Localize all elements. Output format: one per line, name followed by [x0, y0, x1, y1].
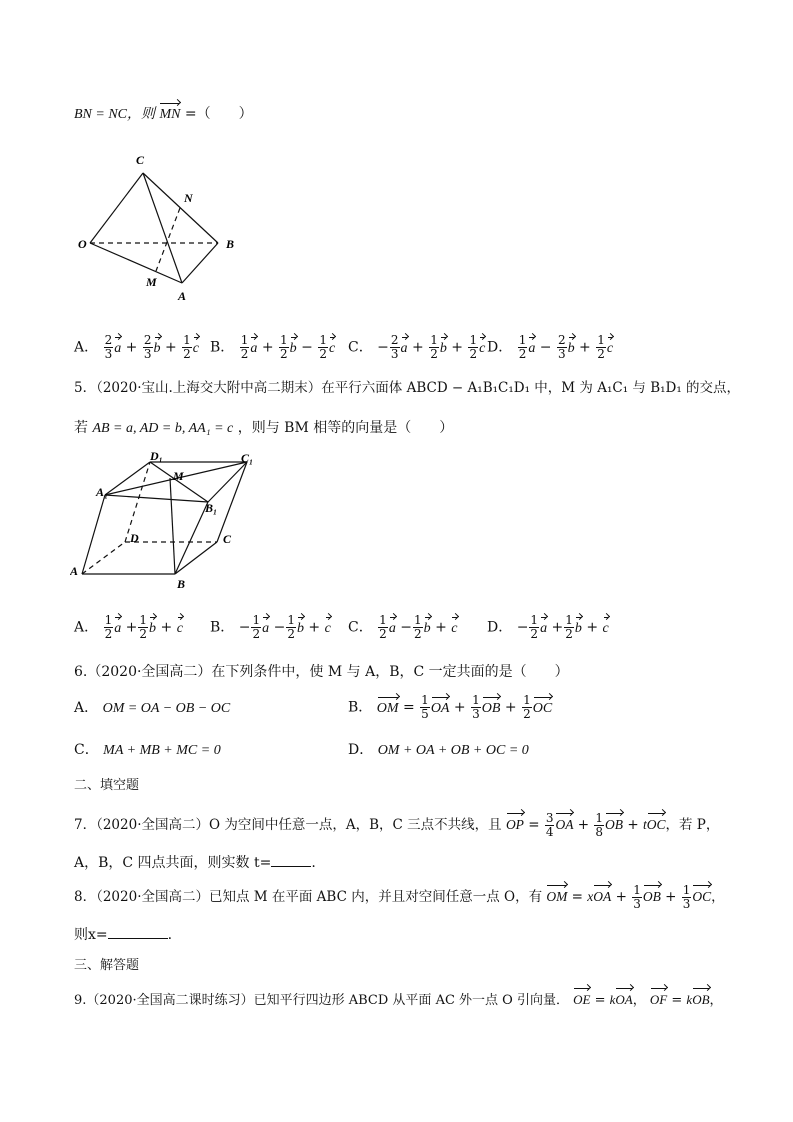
- edge-aa1: [82, 495, 105, 574]
- option-label: C．: [348, 619, 373, 636]
- q5-line1: 5．（2020·宝山.上海交大附中高二期末）在平行六面体 ABCD − A₁B₁C₁D₁ 中，M 为 A₁C₁ 与 B₁D₁ 的交点，: [74, 380, 741, 396]
- fraction: $\frac{1}{2}$: [430, 333, 438, 361]
- q4-stem-vector: MN: [159, 105, 180, 125]
- label-d: D: [130, 531, 139, 545]
- q8-line1-prefix: 8．（2020·全国高二）已知点 M 在平面 ABC 内，并且对空间任意一点 O，有: [74, 889, 543, 905]
- fraction: $\frac{1}{2}$: [565, 613, 573, 641]
- q9-line1-text: 9.（2020·全国高二课时练习）已知平行四边形 ABCD 从平面 AC 外一点 O 引向量．: [74, 993, 569, 1008]
- q5-option-b[interactable]: B． − $\frac{1}{2}$ a − $\frac{1}{2}$ b + c: [210, 613, 331, 641]
- edge-ca: [143, 173, 182, 283]
- fraction: $\frac{1}{2}$: [379, 613, 387, 641]
- option-label: A．: [74, 339, 99, 356]
- fraction: $\frac{1}{2}$: [287, 613, 295, 641]
- label-d1: D₁: [150, 450, 163, 463]
- edge-a1b1: [105, 495, 208, 502]
- fraction: $\frac{1}{2}$: [414, 613, 422, 641]
- edge-oa: [90, 243, 182, 283]
- q8-line2: [74, 924, 172, 945]
- fraction: $\frac{1}{2}$: [139, 613, 148, 641]
- q6-option-c[interactable]: [74, 740, 221, 761]
- fraction: $\frac{1}{8}$: [595, 811, 604, 839]
- option-label: C．: [348, 339, 373, 356]
- label-c: C: [136, 153, 145, 167]
- q4-option-c[interactable]: C． − $\frac{2}{3}$ a + $\frac{1}{2}$ b + $\frac{1}{2}$ c: [348, 333, 486, 361]
- fraction: $\frac{1}{2}$: [597, 333, 605, 361]
- label-o: O: [78, 237, 87, 251]
- q5-option-a[interactable]: A． $\frac{1}{2}$ a + $\frac{1}{2}$ b + c: [74, 613, 183, 641]
- q4-option-d[interactable]: D． $\frac{1}{2}$ a − $\frac{2}{3}$ b + $\frac{1}{2}$ c: [487, 333, 614, 361]
- q4-stem: [74, 104, 253, 125]
- fraction: $\frac{2}{3}$: [390, 333, 399, 361]
- fraction: $\frac{1}{3}$: [682, 883, 691, 911]
- q4-stem-prefix: BN = NC，则: [74, 107, 156, 122]
- q8-line2-text: 则x=: [74, 927, 108, 943]
- q8-line2-end: .: [167, 927, 173, 943]
- label-b1: B₁: [205, 501, 218, 515]
- q6-option-a[interactable]: [74, 698, 230, 719]
- label-b: B: [177, 577, 186, 590]
- q4-option-a[interactable]: A． $\frac{2}{3}$ a + $\frac{2}{3}$ b + $\frac{1}{2}$ c: [74, 333, 199, 361]
- option-expression: OM + OA + OB + OC = 0: [377, 743, 529, 758]
- fraction: $\frac{1}{5}$: [421, 693, 429, 721]
- q6-stem: 6.（2020·全国高二）在下列条件中，使 M 与 A，B，C 一定共面的是（ ）: [74, 664, 569, 680]
- edge-b1c1: [208, 462, 247, 502]
- label-a: A: [70, 564, 79, 578]
- fraction: $\frac{1}{2}$: [183, 333, 191, 361]
- fraction: $\frac{1}{2}$: [518, 333, 527, 361]
- q9-line1: 9.（2020·全国高二课时练习）已知平行四边形 ABCD 从平面 AC 外一点 O 引向量． OE = kOA， OF = kOB，: [74, 992, 723, 1008]
- option-label: A．: [74, 700, 99, 716]
- q5-option-d[interactable]: D． − $\frac{1}{2}$ a + $\frac{1}{2}$ b + c: [487, 613, 609, 641]
- q5-line2: [74, 418, 453, 439]
- fraction: $\frac{3}{4}$: [545, 811, 554, 839]
- q5-line2-vectors: AB = a, AD = b, AA₁ = c: [92, 421, 234, 436]
- label-a: A: [178, 289, 187, 303]
- tetrahedron-figure: [78, 148, 248, 308]
- section-answer-heading: 三、解答题: [74, 958, 140, 973]
- option-label: B．: [210, 619, 235, 636]
- edge-ad-hidden: [82, 542, 125, 574]
- edge-co: [90, 173, 143, 243]
- q7-line2-text: A，B，C 四点共面，则实数 t=: [74, 855, 272, 871]
- q7-answer-blank[interactable]: [271, 852, 311, 867]
- q7-line2: [74, 852, 316, 873]
- q7-line1-prefix: 7．（2020·全国高二）O 为空间中任意一点，A，B，C 三点不共线，且: [74, 817, 502, 833]
- section-fill-in-heading: 二、填空题: [74, 778, 140, 793]
- edge-ab: [182, 243, 218, 283]
- fraction: $\frac{1}{2}$: [523, 693, 531, 721]
- fraction: $\frac{1}{2}$: [530, 613, 539, 641]
- q7-line2-end: .: [311, 855, 316, 871]
- option-label: A．: [74, 619, 99, 636]
- option-expression: MA + MB + MC = 0: [103, 743, 221, 758]
- fraction: $\frac{1}{2}$: [104, 613, 113, 641]
- label-m: M: [146, 275, 157, 289]
- fraction: $\frac{1}{2}$: [240, 333, 249, 361]
- edge-bb1: [175, 502, 208, 574]
- label-n: N: [184, 191, 193, 205]
- option-label: B．: [210, 339, 235, 356]
- fraction: $\frac{1}{3}$: [633, 883, 641, 911]
- edge-cb: [143, 173, 218, 243]
- q4-option-b[interactable]: B． $\frac{1}{2}$ a + $\frac{1}{2}$ b − $\frac{1}{2}$ c: [210, 333, 336, 361]
- edge-bc: [175, 542, 217, 574]
- q6-option-d[interactable]: [348, 740, 529, 761]
- q5-option-c[interactable]: C． $\frac{1}{2}$ a − $\frac{1}{2}$ b + c: [348, 613, 458, 641]
- label-a1: A₁: [96, 485, 109, 499]
- option-expression: OM = OA − OB − OC: [102, 701, 231, 716]
- q7-line1: 7．（2020·全国高二）O 为空间中任意一点，A，B，C 三点不共线，且 OP = $\frac{3}{4}$ OA + $\frac{1}{8}$ OB + tOC，若 P，: [74, 811, 720, 839]
- q7-line1-suffix: ，若 P，: [665, 817, 720, 833]
- segment-mn: [156, 208, 180, 271]
- q5-line2-suffix: ，则与 BM 相等的向量是（ ）: [237, 420, 454, 436]
- label-b: B: [226, 237, 235, 251]
- fraction: $\frac{1}{2}$: [319, 333, 327, 361]
- q5-line2-prefix: 若: [74, 420, 93, 436]
- q6-option-b[interactable]: B． OM = $\frac{1}{5}$ OA + $\frac{1}{3}$ OB + $\frac{1}{2}$ OC: [348, 693, 553, 721]
- q8-answer-blank[interactable]: [108, 924, 168, 939]
- option-label: D．: [487, 619, 513, 636]
- option-label: D．: [348, 742, 374, 758]
- fraction: $\frac{1}{2}$: [469, 333, 478, 361]
- edge-cc1: [217, 462, 247, 542]
- label-m: M: [173, 469, 184, 483]
- fraction: $\frac{1}{2}$: [252, 613, 261, 641]
- q8-line1: 8．（2020·全国高二）已知点 M 在平面 ABC 内，并且对空间任意一点 O，有 OM = xOA + $\frac{1}{3}$ OB + $\frac{1}{3}$ OC，: [74, 883, 725, 911]
- label-c1: C₁: [241, 451, 254, 465]
- segment-bm: [170, 478, 175, 574]
- q4-stem-suffix: =（ ）: [184, 106, 253, 122]
- fraction: $\frac{1}{3}$: [472, 693, 480, 721]
- edge-dd1-hidden: [125, 462, 150, 542]
- option-label: B．: [348, 699, 373, 716]
- fraction: $\frac{2}{3}$: [557, 333, 566, 361]
- option-label: D．: [487, 339, 513, 356]
- fraction: $\frac{1}{2}$: [280, 333, 288, 361]
- fraction: $\frac{2}{3}$: [143, 333, 152, 361]
- option-label: C．: [74, 742, 99, 758]
- label-c: C: [223, 532, 232, 546]
- fraction: $\frac{2}{3}$: [104, 333, 113, 361]
- parallelepiped-figure: [70, 450, 270, 590]
